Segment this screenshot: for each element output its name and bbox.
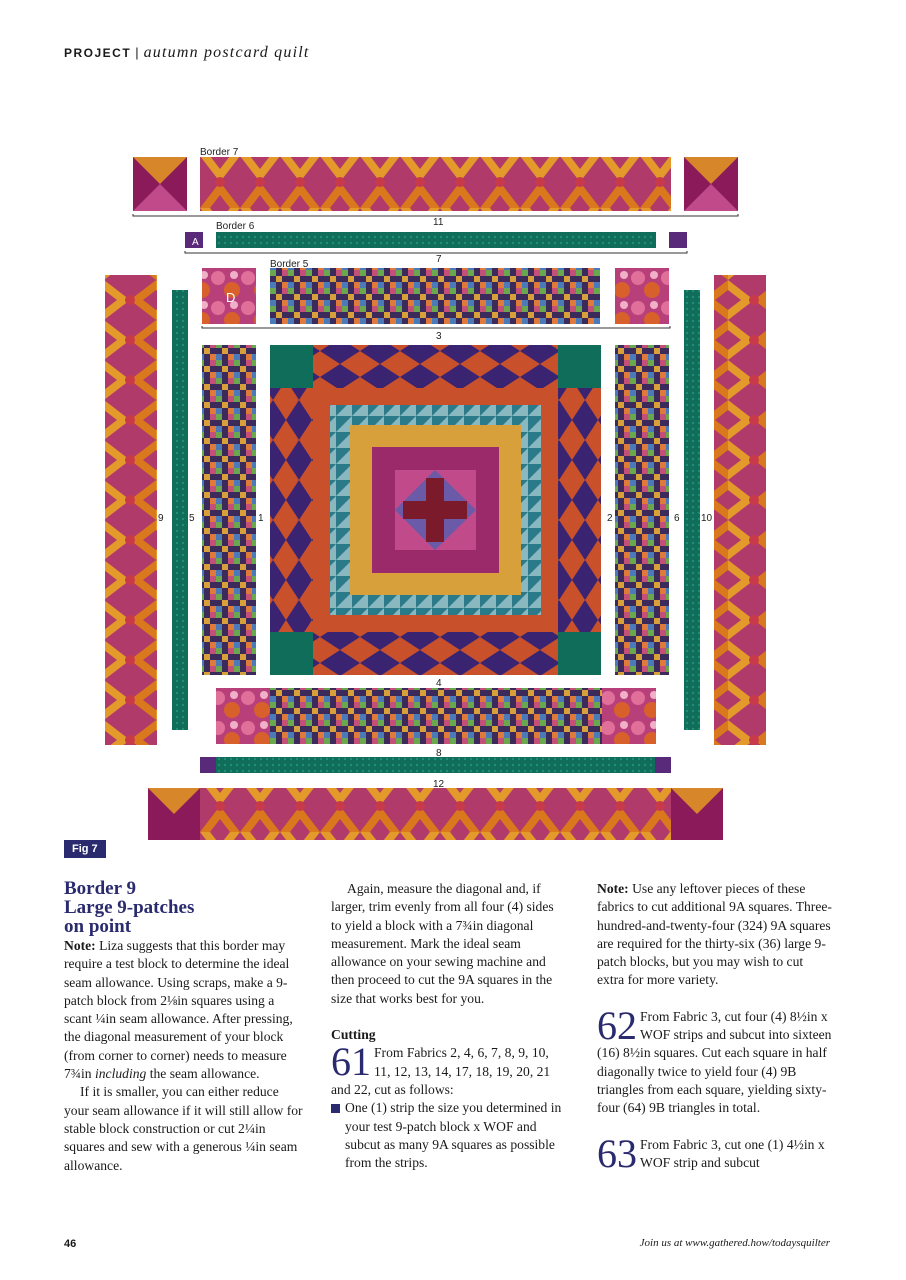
marker-3: 3 xyxy=(436,331,442,342)
project-title: autumn postcard quilt xyxy=(143,44,310,61)
section-heading-line1: Border 9 xyxy=(64,878,136,899)
marker-9: 9 xyxy=(158,513,164,524)
step-61: 61 From Fabrics 2, 4, 6, 7, 8, 9, 10, 11, 12, 13, 14, 17, 18, 19, 20, 21 and 22, cut as follows: xyxy=(331,1039,551,1097)
step-number: 61 xyxy=(331,1039,371,1085)
marker-2: 2 xyxy=(607,513,613,524)
column-2 xyxy=(331,880,563,1172)
bullet-item: One (1) strip the size you determined in your test 9-patch block x WOF and subcut as many 9A squares as possible from the strips. xyxy=(331,1099,563,1172)
column-3 xyxy=(597,880,833,1176)
column-1 xyxy=(64,880,304,1175)
step-number: 62 xyxy=(597,1002,637,1048)
piece-d-label: D xyxy=(226,290,236,305)
border6-label: Border 6 xyxy=(216,221,255,232)
section-label: PROJECT xyxy=(64,46,132,60)
marker-6: 6 xyxy=(674,513,680,524)
marker-12: 12 xyxy=(433,779,445,790)
paragraph: Again, measure the diagonal and, if larger, trim evenly from all four (4) sides to yield a block with a 7¾in diagonal measurement. Mark the ideal seam allowance on your sewing machine and then proceed to cut the 9A squares in the size that works best for you. xyxy=(331,881,554,1006)
note-paragraph: Note: Liza suggests that this border may require a test block to determine the ideal seam allowance. Using scraps, make a 9-patch block from 2⅛in squares using a scant ¼in seam allowance. After pressing, the diagonal measurement of your block (from corner to corner) needs to measure 7¾in including the seam allowance. xyxy=(64,938,293,1082)
section-heading-line3: on point xyxy=(64,916,132,937)
footer-link[interactable]: Join us at www.gathered.how/todaysquilter xyxy=(639,1237,830,1249)
header-divider: | xyxy=(135,45,140,60)
note-paragraph: Note: Use any leftover pieces of these fabrics to cut additional 9A squares. Three-hundred-and-twenty-four (324) 9A squares are required for the thirty-six (36) large 9-patch blocks, but you may wish to cut extra for more variety. xyxy=(597,881,832,988)
step-number: 63 xyxy=(597,1130,637,1176)
marker-5: 5 xyxy=(189,513,195,524)
step-62: 62 From Fabric 3, cut four (4) 8½in x WOF strips and subcut into sixteen (16) 8½in squares. Cut each square in half diagonally twice to yield four (4) 9B triangles from each square, yielding sixty-four (64) 9B triangles in total. xyxy=(597,1002,832,1116)
border5-label: Border 5 xyxy=(270,259,309,270)
step-63: 63 From Fabric 3, cut one (1) 4½in x WOF strip and subcut xyxy=(597,1130,825,1176)
marker-10: 10 xyxy=(701,513,713,524)
paragraph: If it is smaller, you can either reduce your seam allowance if it will still allow for stable block construction or cut 2¼in squares and sew with a generous ¼in seam allowance. xyxy=(64,1084,303,1173)
marker-8: 8 xyxy=(436,748,442,759)
section-heading-line2: Large 9-patches xyxy=(64,897,195,918)
marker-1: 1 xyxy=(258,513,264,524)
border7-label: Border 7 xyxy=(200,147,239,158)
cutting-subheading: Cutting xyxy=(331,1027,376,1043)
marker-7: 7 xyxy=(436,254,442,265)
piece-a-label: A xyxy=(192,237,199,248)
figure-tag: Fig 7 xyxy=(64,840,106,858)
marker-4: 4 xyxy=(436,678,442,689)
page-number: 46 xyxy=(64,1238,77,1250)
marker-11: 11 xyxy=(433,217,444,228)
